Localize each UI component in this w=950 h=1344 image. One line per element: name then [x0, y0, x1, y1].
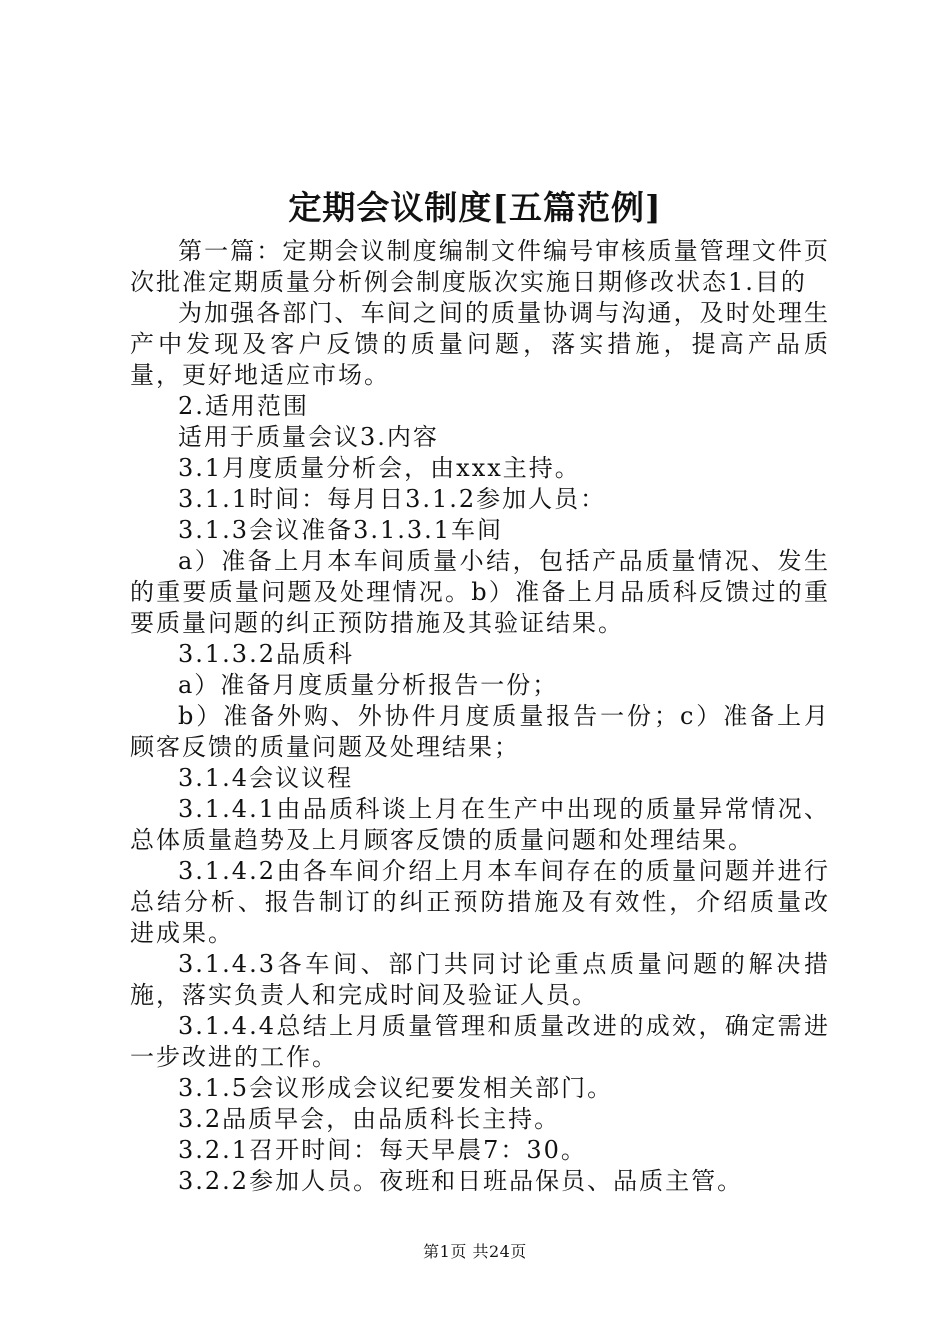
paragraph-3-1-4-3: 3.1.4.3各车间、部门共同讨论重点质量问题的解决措施，落实负责人和完成时间及验证人员。 — [130, 950, 830, 1009]
page-number: 第1页 共24页 — [423, 1242, 527, 1261]
paragraph-purpose: 为加强各部门、车间之间的质量协调与沟通，及时处理生产中发现及客户反馈的质量问题，落实措施，提高产品质量，更好地适应市场。 — [130, 299, 830, 389]
document-body — [130, 236, 830, 1197]
paragraph-qa-prep-a: a）准备月度质量分析报告一份； — [178, 671, 559, 699]
paragraph-3-1-4-4: 3.1.4.4总结上月质量管理和质量改进的成效，确定需进一步改进的工作。 — [130, 1012, 830, 1071]
paragraph-intro: 第一篇：定期会议制度编制文件编号审核质量管理文件页次批准定期质量分析例会制度版次实施日期修改状态1.目的 — [130, 237, 830, 296]
paragraph-3-2-1: 3.2.1召开时间：每天早晨7：30。 — [178, 1136, 587, 1164]
paragraph-3-1-3: 3.1.3会议准备3.1.3.1车间 — [178, 516, 504, 544]
paragraph-3-1-4-1: 3.1.4.1由品质科谈上月在生产中出现的质量异常情况、总体质量趋势及上月顾客反馈的质量问题和处理结果。 — [130, 795, 830, 854]
paragraph-scope-heading: 2.适用范围 — [178, 392, 309, 420]
paragraph-3-2-2: 3.2.2参加人员。夜班和日班品保员、品质主管。 — [178, 1167, 744, 1195]
paragraph-scope: 适用于质量会议3.内容 — [178, 423, 439, 451]
paragraph-workshop-prep: a）准备上月本车间质量小结，包括产品质量情况、发生的重要质量问题及处理情况。b）准备上月品质科反馈过的重要质量问题的纠正预防措施及其验证结果。 — [130, 547, 830, 637]
paragraph-3-1-3-2: 3.1.3.2品质科 — [178, 640, 354, 668]
paragraph-3-2: 3.2品质早会，由品质科长主持。 — [178, 1105, 561, 1133]
paragraph-3-1: 3.1月度质量分析会，由xxx主持。 — [178, 454, 581, 482]
paragraph-3-1-4: 3.1.4会议议程 — [178, 764, 354, 792]
paragraph-3-1-5: 3.1.5会议形成会议纪要发相关部门。 — [178, 1074, 614, 1102]
paragraph-qa-prep-bc: b）准备外购、外协件月度质量报告一份；c）准备上月顾客反馈的质量问题及处理结果； — [130, 702, 830, 761]
paragraph-3-1-4-2: 3.1.4.2由各车间介绍上月本车间存在的质量问题并进行总结分析、报告制订的纠正预防措施及有效性，介绍质量改进成果。 — [130, 857, 830, 947]
document-title: 定期会议制度[五篇范例] — [288, 188, 662, 227]
paragraph-3-1-1: 3.1.1时间：每月日3.1.2参加人员： — [178, 485, 607, 513]
